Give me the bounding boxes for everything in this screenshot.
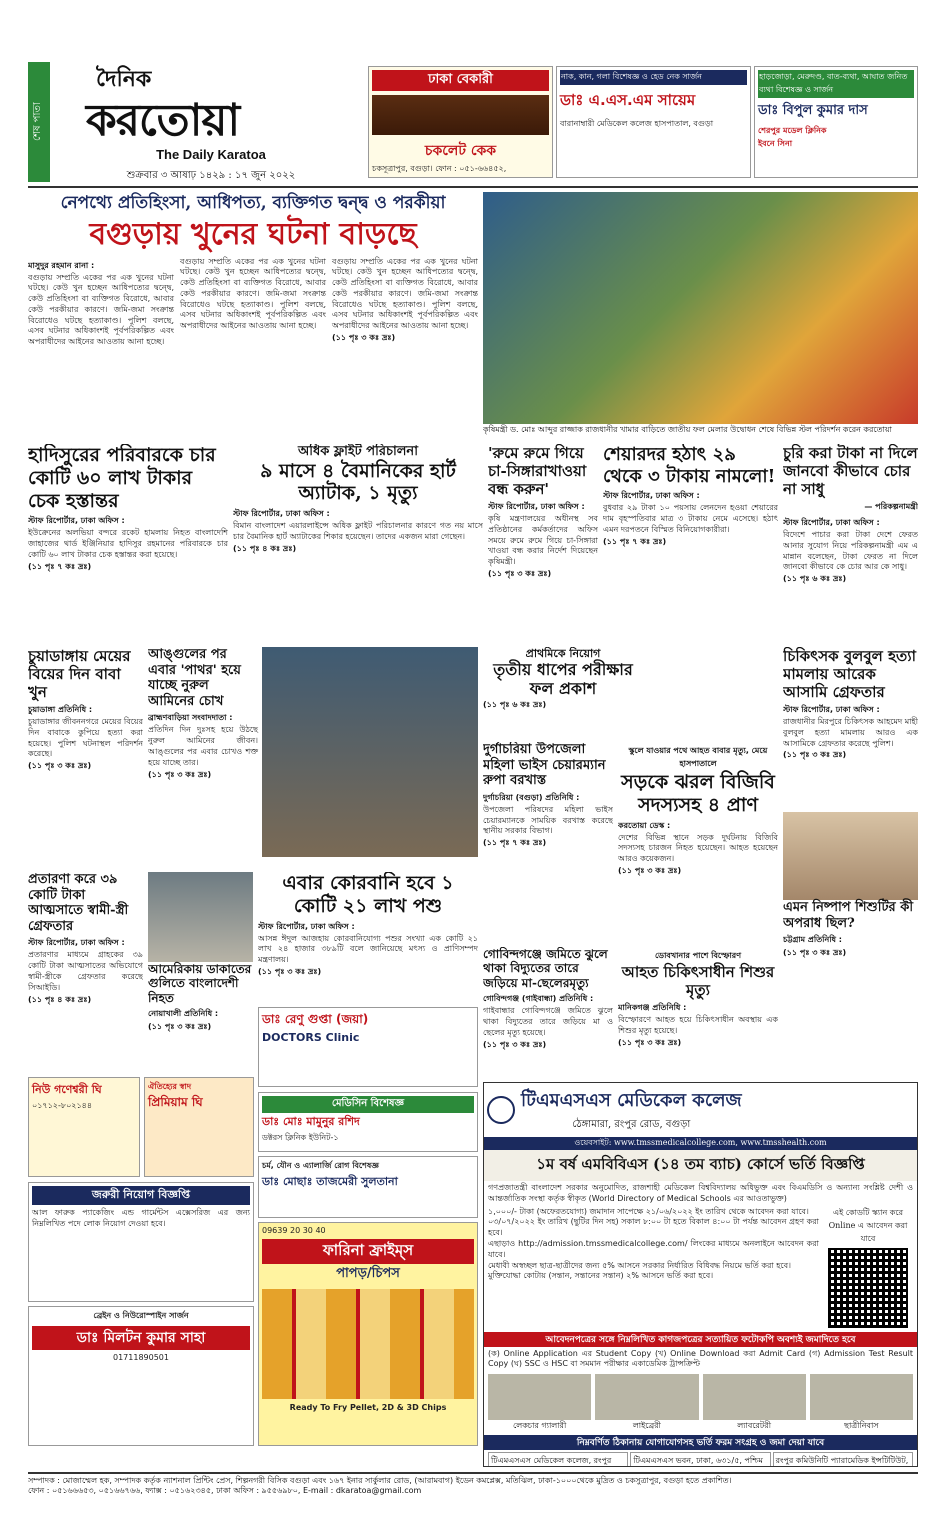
- fruit-fair-photo: [483, 192, 918, 424]
- farina-packs: [262, 1289, 474, 1399]
- story-bgb-continued[interactable]: (১১ পৃঃ ৩ কঃ দ্রঃ): [618, 865, 682, 875]
- medicine-doctor: ডাঃ মোঃ মামুনুর রশিদ: [262, 1115, 360, 1128]
- tmss-photo: [488, 1374, 591, 1420]
- story-bgb-headline[interactable]: সড়কে ঝরল বিজিবি সদস্যসহ ৪ প্রাণ: [621, 771, 775, 816]
- bakery-product: চকলেট কেক: [424, 143, 497, 159]
- lead-body: বগুড়ায় সম্প্রতি একের পর এক খুনের ঘটনা ঘটছে। কেউ খুন হচ্ছেন আধিপত্যের দ্বন্দ্বে, কেউ প্রতিহিংসা বা ব্যক্তিগত বিরোধে, আবার কেউ পরকীয়ার কারণে। জমি-জমা সংক্রান্ত বিরোধেও ঘটছে হত্যাকাণ্ড। পুলিশ বলছে, এসব ঘটনার অধিকাংশই পূর্বপরিকল্পিত এবং অপরাধীদের আইনের আওতায় আনা হচ্ছে।: [28, 272, 174, 347]
- story-gobinda-continued[interactable]: (১১ পৃঃ ৩ কঃ দ্রঃ): [483, 1039, 547, 1049]
- story-child-continued[interactable]: (১১ পৃঃ ৩ কঃ দ্রঃ): [618, 1037, 682, 1047]
- story-usa: [148, 872, 253, 1072]
- ad-medicine-specialist: [258, 1092, 478, 1152]
- ortho-doctor-name: ডাঃ বিপুল কুমার দাস: [758, 103, 868, 118]
- story-hadisur-continued[interactable]: (১১ পৃঃ ৭ কঃ দ্রঃ): [28, 561, 92, 571]
- story-rice: [483, 742, 613, 942]
- section-label: শেষ পাতা: [28, 62, 50, 182]
- story-hadisur-byline: স্টাফ রিপোর্টার, ঢাকা অফিস :: [28, 516, 125, 526]
- story-pilot-kicker: অধিক ফ্লাইট পরিচালনা: [298, 444, 418, 459]
- story-tea: [488, 444, 598, 644]
- story-thief-continued[interactable]: (১১ পৃঃ ৬ কঃ দ্রঃ): [783, 574, 847, 584]
- story-pilot-byline: স্টাফ রিপোর্টার, ঢাকা অফিস :: [233, 509, 330, 519]
- tmss-points: [488, 1207, 819, 1330]
- story-korbani-headline[interactable]: এবার কোরবানি হবে ১ কোটি ২১ লাখ পশু: [282, 872, 454, 917]
- story-fraud-headline[interactable]: প্রতারণা করে ৩৯ কোটি টাকা আত্মসাতে স্বামী-স্ত্রী গ্রেফতার: [28, 872, 129, 934]
- medicine-head: মেডিসিন বিশেষজ্ঞ: [262, 1096, 474, 1113]
- tmss-address: ঠেঙ্গামারা, রংপুর রোড, বগুড়া: [572, 1119, 691, 1130]
- story-usa-headline[interactable]: আমেরিকায় ডাকাতের গুলিতে বাংলাদেশী নিহত: [148, 962, 252, 1005]
- story-usa-continued[interactable]: (১১ পৃঃ ৩ কঃ দ্রঃ): [148, 1022, 212, 1032]
- ghee1-phone: ০১৭১২-৮০২১৪৪: [32, 1101, 93, 1110]
- story-chuadanga-continued[interactable]: (১১ পৃঃ ৩ কঃ দ্রঃ): [28, 761, 92, 771]
- story-thief-body: বিদেশে পাচার করা টাকা দেশে ফেরত আনার সুযোগ নিয়ে পরিকল্পনামন্ত্রী এম এ মান্নান বলেছেন, টাকা ফেরত না দিলে জানবো কীভাবে কে চোর আর কে সাধু।: [783, 530, 918, 572]
- ad-ghee-premium: [144, 1077, 254, 1177]
- ad-farina: [258, 1222, 478, 1446]
- story-fraud-body: প্রতারণার মাধ্যমে গ্রাহকের ৩৯ কোটি টাকা আত্মসাতের অভিযোগে স্বামী-স্ত্রীকে গ্রেফতার করেছে সিআইডি।: [28, 950, 143, 992]
- story-stone: [148, 647, 478, 867]
- ad-skin-specialist: [258, 1156, 478, 1218]
- story-gobinda-byline: গোবিন্দগঞ্জ (গাইবান্ধা) প্রতিনিধি :: [483, 994, 594, 1004]
- neuro-doctor-name: ডাঃ মিলটন কুমার সাহা: [32, 1326, 250, 1350]
- tmss-docs-title: আবেদনপত্রের সঙ্গে নিম্নলিখিত কাগজপত্রের সত্যায়িত ফটোকপি অবশ্যই জমাদিতে হবে: [484, 1332, 917, 1347]
- tmss-photo-caption: ল্যাবরেটরী: [737, 1421, 771, 1431]
- tmss-photo: [703, 1374, 806, 1420]
- masthead-top: দৈনিক: [96, 66, 152, 92]
- ad-ortho-doctor: [754, 66, 918, 178]
- tmss-photo-caption: লাইব্রেরী: [632, 1421, 661, 1431]
- ghee2-title: প্রিমিয়াম ঘি: [148, 1095, 203, 1109]
- story-doctor-continued[interactable]: (১১ পৃঃ ৩ কঃ দ্রঃ): [783, 750, 847, 760]
- story-chuadanga-byline: চুয়াডাঙ্গা প্রতিনিধি :: [28, 705, 93, 714]
- farina-tagline: Ready To Fry Pellet, 2D & 3D Chips: [289, 1403, 447, 1412]
- story-chuadanga: [28, 647, 143, 867]
- neuro-phone: 01711890501: [113, 1353, 169, 1362]
- story-gobinda-body: গাইবান্ধার গোবিন্দগঞ্জে জমিতে ঝুলে থাকা বিদ্যুতের তারে জড়িয়ে মা ও ছেলের মৃত্যু হয়েছে।: [483, 1006, 613, 1037]
- story-stone-headline[interactable]: আঙ্গুলের পর এবার 'পাথর' হয়ে যাচ্ছে নুরুল আমিনের চোখ: [148, 647, 241, 709]
- story-innocent-byline: চট্টগ্রাম প্রতিনিধি :: [783, 935, 842, 945]
- story-tea-headline[interactable]: 'রুমে রুমে গিয়ে চা-সিঙ্গারাখাওয়া বন্ধ করুন': [488, 444, 587, 498]
- tmss-photo: [810, 1374, 913, 1420]
- skin-head: চর্ম, যৌন ও এ্যালার্জি রোগ বিশেষজ্ঞ: [262, 1161, 379, 1170]
- ent-clinic: বারানাম্বারী মেডিকেল কলেজ হাসপাতাল, বগুড়া: [560, 119, 714, 128]
- story-doctor-body: রাজধানীর মিরপুরে চিকিৎসক আহমেদ মাহী বুলবুল হত্যা মামলায় আরও এক আসামিকে গ্রেফতার করেছে পুলিশ।: [783, 717, 918, 748]
- story-hadisur-headline[interactable]: হাদিসুরের পরিবারকে চার কোটি ৬০ লাখ টাকার চেক হস্তান্তর: [28, 444, 216, 512]
- lead-kicker: নেপথ্যে প্রতিহিংসা, আধিপত্য, ব্যক্তিগত দ্বন্দ্ব ও পরকীয়া: [60, 193, 446, 213]
- doctors-clinic-name: DOCTORS Clinic: [262, 1031, 360, 1044]
- story-tea-continued[interactable]: (১১ পৃঃ ৩ কঃ দ্রঃ): [488, 568, 552, 578]
- story-pilot: [233, 444, 483, 644]
- ad-ghee-ganeshwari: [28, 1077, 140, 1177]
- tmss-qr-label: এই কোডটি স্ক্যান করে Online এ আবেদন করা যাবে: [828, 1207, 908, 1243]
- tmss-contact: রংপুর কমিউনিটি প্যারামেডিক ইন্সটিটিউট,: [773, 1452, 913, 1467]
- story-innocent-photo: [783, 812, 918, 900]
- farina-product: পাপড়/চিপস: [336, 1266, 400, 1281]
- newspaper-name: করতোয়া: [86, 95, 240, 146]
- tmss-docs: (ক) Online Application এর Student Copy (খ) Online Download করা Admit Card (গ) Admission Test Result Copy (ঘ) SSC ও HSC বা সমমান পরীক্ষার একাডেমিক ট্রান্সক্রিপ্ট: [488, 1348, 913, 1369]
- fruit-fair-photo-block: [483, 192, 918, 442]
- tmss-photo: [595, 1374, 698, 1420]
- ad-ent-doctor: [556, 66, 751, 178]
- newspaper-english-name: The Daily Karatoa: [156, 147, 266, 162]
- tmss-point: এছাড়াও http://admission.tmssmedicalcollege.com/ লিংকের মাধ্যমে অনলাইনে আবেদন করা যাবে।: [488, 1238, 819, 1259]
- story-stone-body: প্রতিদিন দিন দুঃসহ হয়ে উঠছে নুরুল আমিনের জীবন। আঙ্গুলের পর এবার চোখও শক্ত হয়ে যাচ্ছে তার।: [148, 725, 258, 767]
- ortho-clinic-2: ইবনে সিনা: [758, 139, 793, 148]
- story-hadisur: [28, 444, 228, 644]
- story-gobinda-headline[interactable]: গোবিন্দগঞ্জে জমিতে ঝুলে থাকা বিদ্যুতের তারে জড়িয়ে মা-ছেলেরমৃত্যু: [483, 947, 608, 990]
- imprint-footer: [28, 1472, 918, 1502]
- tmss-qr-code[interactable]: [828, 1248, 908, 1328]
- tmss-point: ১,০০০/- টাকা (অফেরতযোগ্য) জমাদান সাপেক্ষে ২১/০৬/২০২২ ইং তারিখ থেকে আবেদন করা যাবে।: [488, 1206, 809, 1216]
- story-innocent: [783, 812, 918, 977]
- lead-headline[interactable]: বগুড়ায় খুনের ঘটনা বাড়ছে: [89, 217, 417, 252]
- lead-body-col3: বগুড়ায় সম্প্রতি একের পর এক খুনের ঘটনা ঘটছে। কেউ খুন হচ্ছেন আধিপত্যের দ্বন্দ্বে, কেউ প্রতিহিংসা বা ব্যক্তিগত বিরোধে, আবার কেউ পরকীয়ার কারণে। জমি-জমা সংক্রান্ত বিরোধেও ঘটছে হত্যাকাণ্ড। পুলিশ বলছে, এসব ঘটনার অধিকাংশই পূর্বপরিকল্পিত এবং অপরাধীদের আইনের আওতায় আনা হচ্ছে।: [332, 256, 478, 331]
- ad-neuro-surgeon: [28, 1306, 254, 1446]
- lead-story: [28, 190, 478, 442]
- story-child-byline: মানিকগঞ্জ প্রতিনিধি :: [618, 1003, 687, 1012]
- story-child: [618, 947, 778, 1077]
- story-innocent-headline[interactable]: এমন নিষ্পাপ শিশুটির কী অপরাধ ছিল?: [783, 900, 914, 931]
- job-notice-body: আল ফারুক প্যাকেজিং এন্ড গার্মেন্টস এক্সেসরিজ এর জন্য নিম্নলিখিত পদে লোক নিয়োগ দেওয়া হবে।: [32, 1208, 250, 1228]
- issue-date: শুক্রবার ৩ আষাঢ় ১৪২৯ : ১৭ জুন ২০২২: [126, 170, 296, 181]
- ghee2-brand: ঐতিহ্যের স্বাদ: [148, 1082, 192, 1091]
- story-pilot-continued[interactable]: (১১ পৃঃ ৪ কঃ দ্রঃ): [233, 543, 297, 553]
- tmss-contact: টিএমএসএস ভবন, ঢাকা, ৬৩১/৫, পশ্চিম: [630, 1452, 770, 1467]
- story-pilot-headline[interactable]: ৯ মাসে ৪ বৈমানিকের হার্ট অ্যাটাক, ১ মৃত্যু: [260, 459, 456, 505]
- story-rice-body: উপজেলা পরিষদের মহিলা ভাইস চেয়ারম্যানকে সাময়িক বরখাস্ত করেছে স্থানীয় সরকার বিভাগ।: [483, 804, 613, 836]
- story-bgb-body: দেশের বিভিন্ন স্থানে সড়ক দুর্ঘটনায় বিজিবি সদস্যসহ চারজন নিহত হয়েছেন। আহত হয়েছেন আরও কয়েকজন।: [618, 832, 778, 864]
- story-thief-quote-attrib: — পরিকল্পনামন্ত্রী: [864, 502, 918, 511]
- doctors-clinic-doctor: ডাঃ রেণু গুপ্তা (জয়া): [262, 1012, 369, 1026]
- ent-doctor-name: ডাঃ এ.এস.এম সায়েম: [560, 91, 696, 109]
- ghee1-title: নিউ গণেশ্বরী ঘি: [32, 1083, 102, 1096]
- story-tea-byline: স্টাফ রিপোর্টার, ঢাকা অফিস :: [488, 502, 585, 511]
- story-fraud-continued[interactable]: (১১ পৃঃ ৪ কঃ দ্রঃ): [28, 994, 92, 1004]
- story-chuadanga-headline[interactable]: চুয়াডাঙ্গায় মেয়ের বিয়ের দিন বাবা খুন: [28, 647, 131, 701]
- ad-bakery: [368, 66, 553, 178]
- tmss-website[interactable]: ওয়েবসাইট: www.tmssmedicalcollege.com, www.tmsshealth.com: [484, 1137, 917, 1150]
- story-bgb: [618, 742, 778, 942]
- masthead: [56, 62, 366, 182]
- story-bgb-kicker: স্কুলে যাওয়ার পথে আহত বাবার মৃত্যু, মেয়ে হাসপাতালে: [628, 746, 768, 768]
- ent-specialty: নাক, কান, গলা বিশেষজ্ঞ ও হেড নেক সার্জন: [560, 70, 747, 85]
- story-korbani-continued[interactable]: (১১ পৃঃ ৩ কঃ দ্রঃ): [258, 966, 322, 976]
- story-chuadanga-body: চুয়াডাঙ্গার জীবননগরে মেয়ের বিয়ের দিন বাবাকে কুপিয়ে হত্যা করা হয়েছে। পুলিশ ঘটনাস্থল পরিদর্শন করেছে।: [28, 717, 143, 759]
- story-child-headline[interactable]: আহত চিকিৎসাধীন শিশুর মৃত্যু: [621, 963, 775, 999]
- tmss-point: মুক্তিযোদ্ধা কোটায় (সন্তান, সন্তানের সন্তান) ২% আসনে ভর্তি করা হবে।: [488, 1271, 714, 1281]
- imprint-text: সম্পাদক : মোজাম্মেল হক, সম্পাদক কর্তৃক ন্যাশনাল প্রিন্টিং প্রেস, শিল্পনগরী বিসিক বগুড়া এবং ১৬৭ ইনার সার্কুলার রোড, (আরামবাগ) ইডেন কমপ্লেক্স, মতিঝিল, ঢাকা-১০০০থেকে মুদ্রিত ও চকসুত্রাপুর, বগুড়া হতে প্রকাশিত।: [28, 1476, 732, 1485]
- masthead-rule: [28, 186, 918, 188]
- tmss-contact-title: নিম্নবর্ণিত ঠিকানায় যোগাযোগসহ ভর্তি ফরম সংগ্রহ ও জমা দেয়া যাবে: [484, 1435, 917, 1450]
- story-rice-byline: দুর্গাচরিয়া (বগুড়া) প্রতিনিধি :: [483, 792, 580, 802]
- skin-doctor: ডাঃ মোছাঃ তাজমেরী সুলতানা: [262, 1175, 398, 1188]
- farina-phone: 09639 20 30 40: [262, 1226, 326, 1235]
- story-korbani-byline: স্টাফ রিপোর্টার, ঢাকা অফিস :: [258, 921, 355, 931]
- story-exam-kicker: প্রাথমিকে নিয়োগ: [525, 647, 601, 660]
- bakery-name: ঢাকা বেকারী: [372, 70, 549, 91]
- story-stone-continued[interactable]: (১১ পৃঃ ৩ কঃ দ্রঃ): [148, 769, 212, 779]
- tmss-name: টিএমএসএস মেডিকেল কলেজ: [521, 1090, 742, 1111]
- story-innocent-continued[interactable]: (১১ পৃঃ ৩ কঃ দ্রঃ): [783, 948, 847, 958]
- tmss-point: মেধাবী অস্বচ্ছল ছাত্র-ছাত্রীদের জন্য ৫% আসনে সরকার নির্ধারিত বিধিবদ্ধ নিয়মে ভর্তি করা হবে।: [488, 1260, 791, 1270]
- ad-doctors-clinic: [258, 1007, 478, 1087]
- tmss-logo-icon: [487, 1096, 515, 1124]
- story-stone-byline: ব্রাহ্মণবাড়িয়া সংবাদদাতা :: [148, 713, 233, 723]
- story-doctor: [783, 647, 918, 807]
- farina-brand: ফারিনা ফ্রাইম্স: [262, 1239, 474, 1264]
- tmss-photo-strip: [484, 1372, 917, 1435]
- story-korbani: [258, 872, 478, 1002]
- story-rice-headline[interactable]: দুর্গাচরিয়া উপজেলা মহিলা ভাইস চেয়ারম্যান রুপা বরখাস্ত: [483, 742, 606, 789]
- story-stone-photo: [262, 647, 478, 857]
- job-notice-title: জরুরী নিয়োগ বিজ্ঞপ্তি: [32, 1186, 250, 1205]
- story-child-kicker: ডোবখানার পাশে বিস্ফোরণ: [654, 951, 742, 960]
- ad-job-notice: [28, 1182, 254, 1302]
- lead-continued[interactable]: (১১ পৃঃ ৩ কঃ দ্রঃ): [332, 333, 396, 343]
- story-doctor-byline: স্টাফ রিপোর্টার, ঢাকা অফিস :: [783, 705, 880, 714]
- story-share-headline[interactable]: শেয়ারদর হঠাৎ ২৯ থেকে ৩ টাকায় নামলো!: [603, 444, 776, 487]
- story-exam: [483, 647, 643, 737]
- front-page: [28, 62, 918, 1496]
- bakery-address: চকসূত্রাপুর, বগুড়া। ফোন : ০৫১-৬৬৪৫২,: [372, 164, 507, 173]
- imprint-contact: ফোন : ০৫১৬৬৬৫৩, ০৫১৬৬৭৬৬, ফ্যাক্স : ০৫১৬২৩৪৫, ঢাকা অফিস : ৯৫৫৬৯৮০, E-mail : dkaratoa@gmail.com: [28, 1486, 422, 1496]
- ad-tmss-medical-college: [483, 1082, 918, 1467]
- story-usa-photo: [148, 872, 253, 962]
- story-share-body: বুধবার ২৯ টাকা ১০ পয়সায় লেনদেন হওয়া শেয়ারের দাম বৃহস্পতিবার মাত্র ৩ টাকায় নেমে এসেছে। হঠাৎ এমন দরপতনে বিস্মিত বিনিয়োগকারীরা।: [603, 503, 778, 534]
- fruit-fair-caption: কৃষিমন্ত্রী ড. মোঃ আব্দুর রাজ্জাক রাজধানীর খামার বাড়িতে জাতীয় ফল মেলার উদ্বোধন শেষে বিভিন্ন স্টল পরিদর্শন করেন করতোয়া: [483, 425, 892, 434]
- tmss-title: ১ম বর্ষ এমবিবিএস (১৪ তম ব্যাচ) কোর্সে ভর্তি বিজ্ঞপ্তি: [484, 1150, 917, 1181]
- tmss-photo-caption: লেকচার গ্যালারী: [513, 1421, 567, 1431]
- ortho-specialty: হাড়জোড়া, মেরুদণ্ড, বাত-ব্যথা, আঘাত জনিত ব্যথা বিশেষজ্ঞ ও সার্জন: [758, 70, 914, 98]
- ortho-clinic-1: শেরপুর মডেল ক্লিনিক: [758, 126, 827, 135]
- story-hadisur-body: ইউক্রেনের অলভিয়া বন্দরে রকেট হামলায় নিহত বাংলাদেশি জাহাজের থার্ড ইঞ্জিনিয়ার হাদিসুর রহমানের পরিবারকে চার কোটি ৬০ লাখ টাকার চেক হস্তান্তর করা হয়েছে।: [28, 528, 228, 559]
- neuro-specialty: ব্রেইন ও নিউরোস্পাইন সার্জন: [93, 1311, 189, 1320]
- medicine-clinic: ডক্টরস ক্লিনিক ইউনিট-১: [262, 1133, 339, 1142]
- story-thief-headline[interactable]: চুরি করা টাকা না দিলে জানবো কীভাবে চোর না সাধু: [783, 444, 918, 498]
- story-pilot-body: বিমান বাংলাদেশ এয়ারলাইন্সে অধিক ফ্লাইট পরিচালনার কারণে গত নয় মাসে চার বৈমানিক হার্ট অ্যাটাকের শিকার হয়েছেন। তাদের একজন মারা গেছেন।: [233, 521, 483, 541]
- story-share: [603, 444, 778, 644]
- story-exam-continued[interactable]: (১১ পৃঃ ৬ কঃ দ্রঃ): [483, 699, 547, 709]
- story-share-continued[interactable]: (১১ পৃঃ ৭ কঃ দ্রঃ): [603, 536, 667, 546]
- story-doctor-headline[interactable]: চিকিৎসক বুলবুল হত্যা মামলায় আরেক আসামি গ্রেফতার: [783, 647, 916, 701]
- cake-image: [372, 95, 549, 135]
- story-thief-byline: স্টাফ রিপোর্টার, ঢাকা অফিস :: [783, 518, 880, 527]
- tmss-photo-caption: ছাত্রীনিবাস: [844, 1421, 879, 1431]
- lead-byline: মাসুদুর রহমান রানা :: [28, 260, 95, 270]
- story-child-body: বিস্ফোরণে আহত হয়ে চিকিৎসাধীন অবস্থায় এক শিশুর মৃত্যু হয়েছে।: [618, 1015, 778, 1035]
- story-usa-byline: নোয়াখালী প্রতিনিধি :: [148, 1009, 219, 1019]
- tmss-point: ০৩/০৭/২০২২ ইং তারিখ (ছুটির দিন সহ) সকাল ৮:০০ টা হতে বিকাল ৪:০০ টা পর্যন্ত আবেদন গ্রহণ করা হবে।: [488, 1217, 819, 1238]
- story-bgb-byline: করতোয়া ডেস্ক :: [618, 820, 671, 830]
- story-rice-continued[interactable]: (১১ পৃঃ ৭ কঃ দ্রঃ): [483, 838, 547, 848]
- tmss-intro: গণপ্রজাতন্ত্রী বাংলাদেশ সরকার অনুমোদিত, রাজশাহী মেডিকেল বিশ্ববিদ্যালয় অধিভুক্ত এবং বিএমডিসি ও অন্যান্য সংশ্লিষ্ট দেশী ও আন্তর্জাতিক সংস্থা কর্তৃক স্বীকৃত (World Directory of Medical Schools এর আওতাভুক্ত): [488, 1183, 913, 1203]
- story-fraud-byline: স্টাফ রিপোর্টার, ঢাকা অফিস :: [28, 938, 125, 948]
- story-share-byline: স্টাফ রিপোর্টার, ঢাকা অফিস :: [603, 491, 700, 501]
- lead-body-col2: বগুড়ায় সম্প্রতি একের পর এক খুনের ঘটনা ঘটছে। কেউ খুন হচ্ছেন আধিপত্যের দ্বন্দ্বে, কেউ প্রতিহিংসা বা ব্যক্তিগত বিরোধে, আবার কেউ পরকীয়ার কারণে। জমি-জমা সংক্রান্ত বিরোধেও ঘটছে হত্যাকাণ্ড। পুলিশ বলছে, এসব ঘটনার অধিকাংশই পূর্বপরিকল্পিত এবং অপরাধীদের আইনের আওতায় আনা হচ্ছে।: [180, 256, 326, 331]
- story-korbani-body: আসন্ন ঈদুল আজহায় কোরবানিযোগ্য পশুর সংখ্যা এক কোটি ২১ লাখ ২৪ হাজার ৩৮৯টি বলে জানিয়েছে মৎস্য ও প্রাণিসম্পদ মন্ত্রণালয়।: [258, 933, 478, 965]
- story-gobinda: [483, 947, 613, 1077]
- story-exam-headline[interactable]: তৃতীয় ধাপের পরীক্ষার ফল প্রকাশ: [493, 660, 633, 699]
- story-tea-body: কৃষি মন্ত্রণালয়ের অধীনস্থ সব প্রতিষ্ঠানের কর্মকর্তাদের অফিস সময়ে রুমে রুমে গিয়ে চা-সিঙ্গারা খাওয়া বন্ধ করার নির্দেশ দিয়েছেন কৃষিমন্ত্রী।: [488, 514, 598, 567]
- story-thief: [783, 444, 918, 644]
- tmss-contact: টিএমএসএস মেডিকেল কলেজ, রংপুর: [488, 1452, 628, 1467]
- story-fraud: [28, 872, 143, 1072]
